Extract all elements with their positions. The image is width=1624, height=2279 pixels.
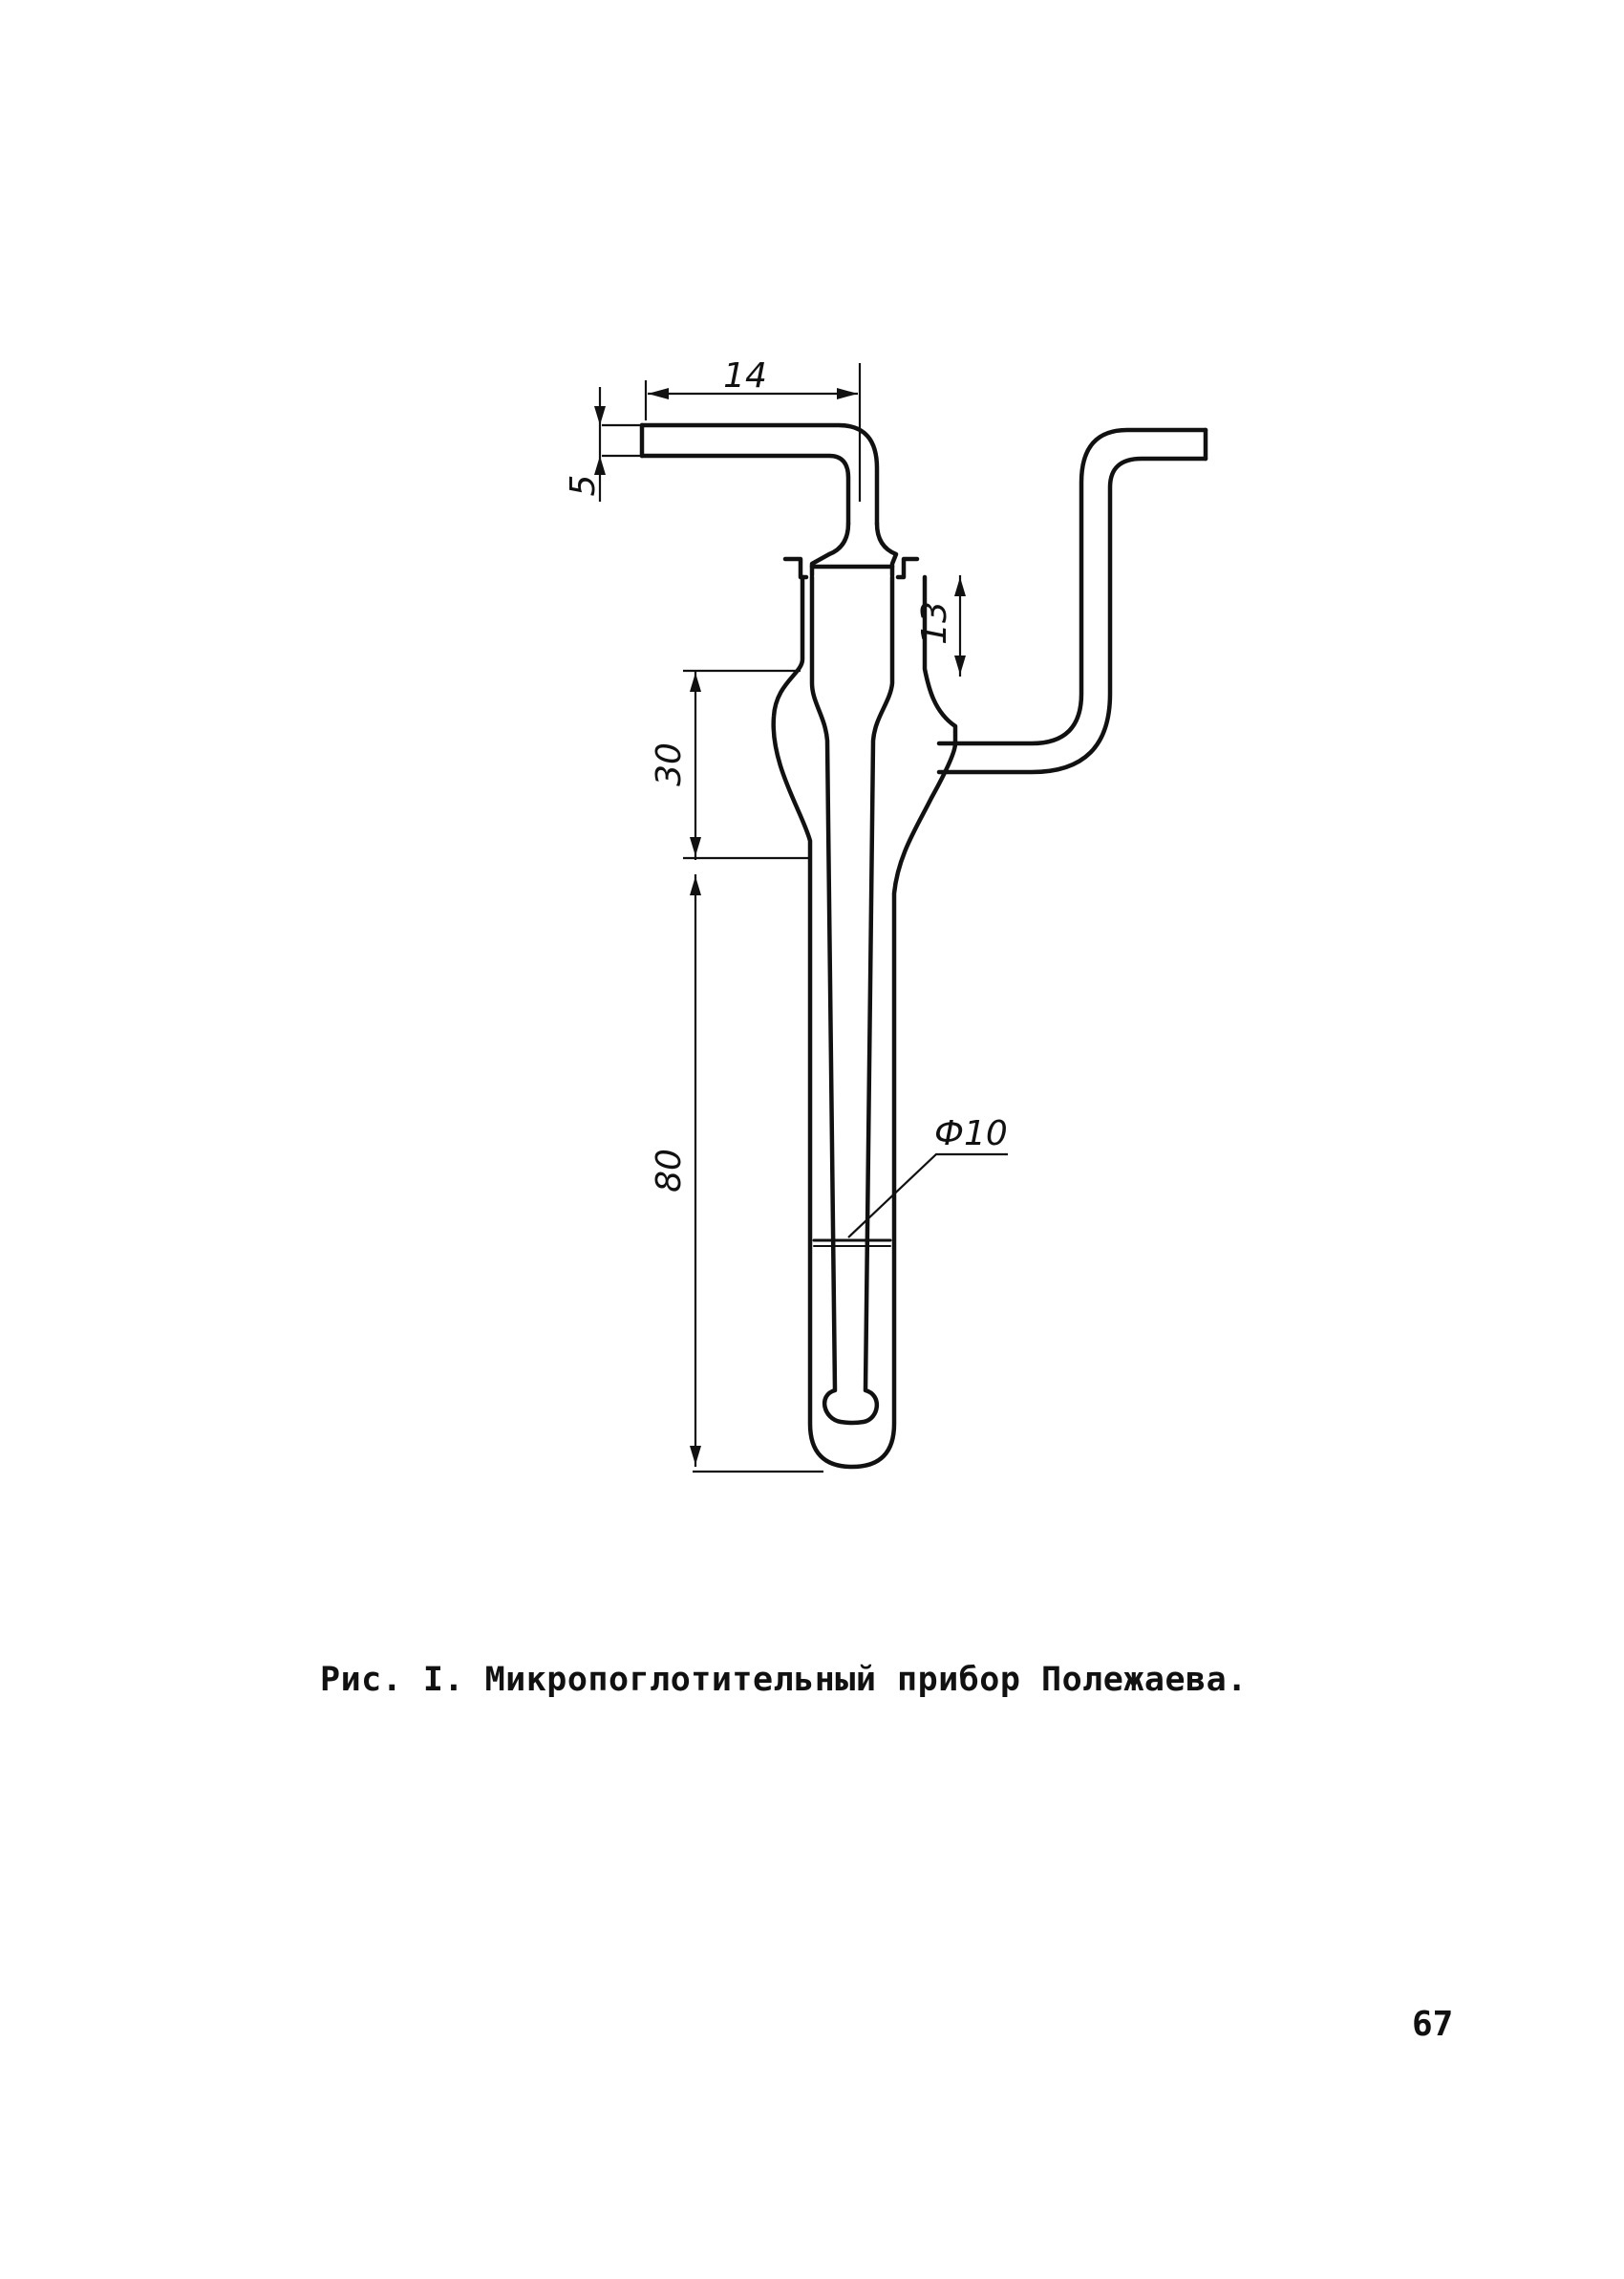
dim-14-arrow-left xyxy=(648,388,669,399)
dim-label-13: 13 xyxy=(915,601,954,645)
page-number: 67 xyxy=(1412,2005,1454,2044)
dim-80-arrow-top xyxy=(690,876,701,895)
outer-rim-left xyxy=(785,559,806,577)
figure-caption: Рис. I. Микропоглотительный прибор Полежаева. xyxy=(320,1661,1248,1699)
outer-rim-right xyxy=(898,559,917,577)
dim-label-phi10: Ф10 xyxy=(934,1114,1008,1153)
dim-14-arrow-right xyxy=(837,388,858,399)
dim-label-80: 80 xyxy=(650,1149,689,1193)
dim-13-arrow-top xyxy=(954,577,966,596)
dim-label-14: 14 xyxy=(723,356,767,396)
dim-label-30: 30 xyxy=(650,742,689,786)
dim-13-arrow-bottom xyxy=(954,656,966,675)
phi10-leader xyxy=(848,1154,1008,1237)
inlet-tube xyxy=(642,425,877,524)
inner-tube xyxy=(812,577,892,1423)
dim-label-5: 5 xyxy=(564,474,603,497)
dim-5-arrow-bottom xyxy=(594,456,606,475)
dim-30-arrow-top xyxy=(690,673,701,692)
dim-5-arrow-top xyxy=(594,406,606,425)
dim-80-arrow-bottom xyxy=(690,1446,701,1465)
side-arm xyxy=(939,430,1206,772)
dim-30-arrow-bottom xyxy=(690,837,701,856)
